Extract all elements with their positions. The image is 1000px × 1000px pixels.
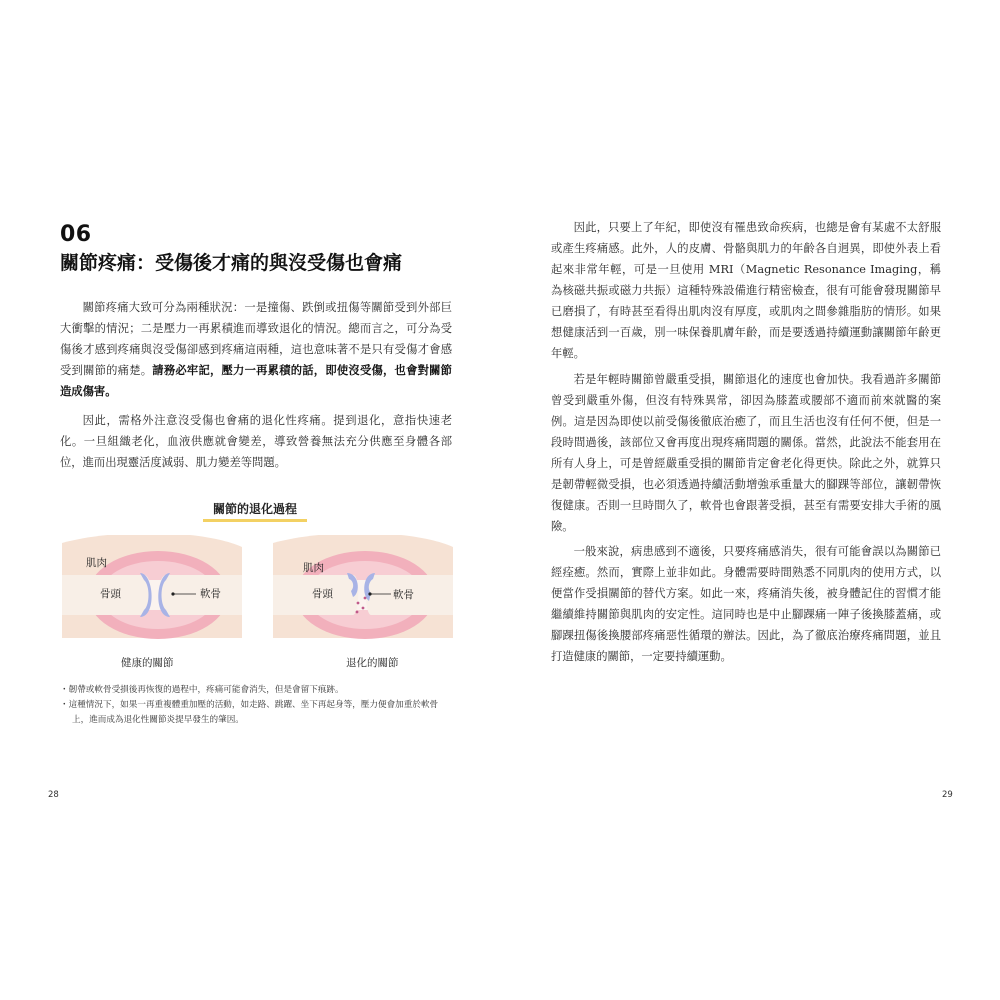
healthy-cartilage-label: 軟骨 xyxy=(200,588,221,600)
figure-notes xyxy=(60,683,455,728)
healthy-bone-label: 骨頭 xyxy=(100,588,121,600)
left-paragraph-1 xyxy=(60,297,452,402)
left-paragraph-1-text: 關節疼痛大致可分為兩種狀況：一是撞傷、跌倒或扭傷等關節受到外部巨大衝擊的情況；二是壓力一再累積進而導致退化的情況。總而言之，可分為受傷後才感到疼痛與沒受傷卻感到疼痛這兩種，這也意味著不是只有受傷才會感受到關節的痛楚。 xyxy=(60,301,452,377)
page-number-right: 29 xyxy=(942,790,953,800)
degenerated-joint-caption: 退化的關節 xyxy=(346,657,399,669)
degenerated-bone-label: 骨頭 xyxy=(312,588,333,600)
healthy-muscle-label: 肌肉 xyxy=(86,557,107,569)
page-number-left: 28 xyxy=(48,790,59,800)
figure-note: ・這種情況下，如果一再重複體重加壓的活動，如走路、跳躍、坐下再起身等，壓力便會加重於軟骨上，進而成為退化性關節炎提早發生的肇因。 xyxy=(60,700,439,725)
degenerated-joint-illustration xyxy=(273,535,453,640)
figure-title: 關節的退化過程 xyxy=(203,500,307,522)
chapter-title: 關節疼痛：受傷後才痛的與沒受傷也會痛 xyxy=(60,252,403,274)
left-paragraph-1-bold: 請務必牢記，壓力一再累積的話，即使沒受傷，也會對關節造成傷害。 xyxy=(60,363,452,398)
right-paragraph-3: 一般來說，病患感到不適後，只要疼痛感消失，很有可能會誤以為關節已經痊癒。然而，實際上並非如此。身體需要時間熟悉不同肌肉的使用方式，以便當作受損關節的替代方案。如此一來，疼痛消失後，被身體記住的習慣才能繼續維持關節與肌肉的安定性。這同時也是中止腳踝痛一陣子後換膝蓋痛，或腳踝扭傷後換腰部疼痛惡性循環的辦法。因此，為了徹底治療疼痛問題，並且打造健康的關節，一定要持續運動。 xyxy=(551,545,941,663)
right-paragraph-1: 因此，只要上了年紀，即使沒有罹患致命疾病，也總是會有某處不太舒服或產生疼痛感。此外，人的皮膚、骨骼與肌力的年齡各自迥異，即使外表上看起來非常年輕，可是一旦使用 MRI（Magnetic Resonance Imaging，稱為核磁共振或磁力共振）這種特殊設備進行精密檢查，很有可能會發現關節早已磨損了，有時甚至看得出肌肉沒有厚度，或肌肉之間參雜脂肪的情形。如果想健康活到一百歲，別一味保養肌膚年齡，而是要透過持續運動讓關節年齡更年輕。 xyxy=(551,221,941,360)
left-paragraph-2: 因此，需格外注意沒受傷也會痛的退化性疼痛。提到退化，意指快速老化。一旦組織老化，血液供應就會變差，導致營養無法充分供應至身體各部位，進而出現靈活度減弱、肌力變差等問題。 xyxy=(60,414,452,469)
figure-note: ・韌帶或軟骨受損後再恢復的過程中，疼痛可能會消失，但是會留下痕跡。 xyxy=(60,685,344,695)
healthy-joint-caption: 健康的關節 xyxy=(121,657,174,669)
chapter-number: 06 xyxy=(60,222,92,247)
right-paragraph-2: 若是年輕時關節曾嚴重受損，關節退化的速度也會加快。我看過許多關節曾受到嚴重外傷，但沒有特殊異常，卻因為膝蓋或腰部不適而前來就醫的案例。這是因為即使以前受傷後徹底治癒了，而且生活也沒有任何不便，但是一段時間過後，該部位又會再度出現疼痛問題的關係。當然，此說法不能套用在所有人身上，可是曾經嚴重受損的關節肯定會老化得更快。除此之外，就算只是韌帶輕微受損，也必須透過持續活動增強承重量大的腳踝等部位，讓韌帶恢復健康。否則一旦時間久了，軟骨也會跟著受損，甚至有需要安排大手術的風險。 xyxy=(551,373,941,533)
degenerated-cartilage-label: 軟骨 xyxy=(393,589,414,601)
degenerated-muscle-label: 肌肉 xyxy=(303,562,324,574)
